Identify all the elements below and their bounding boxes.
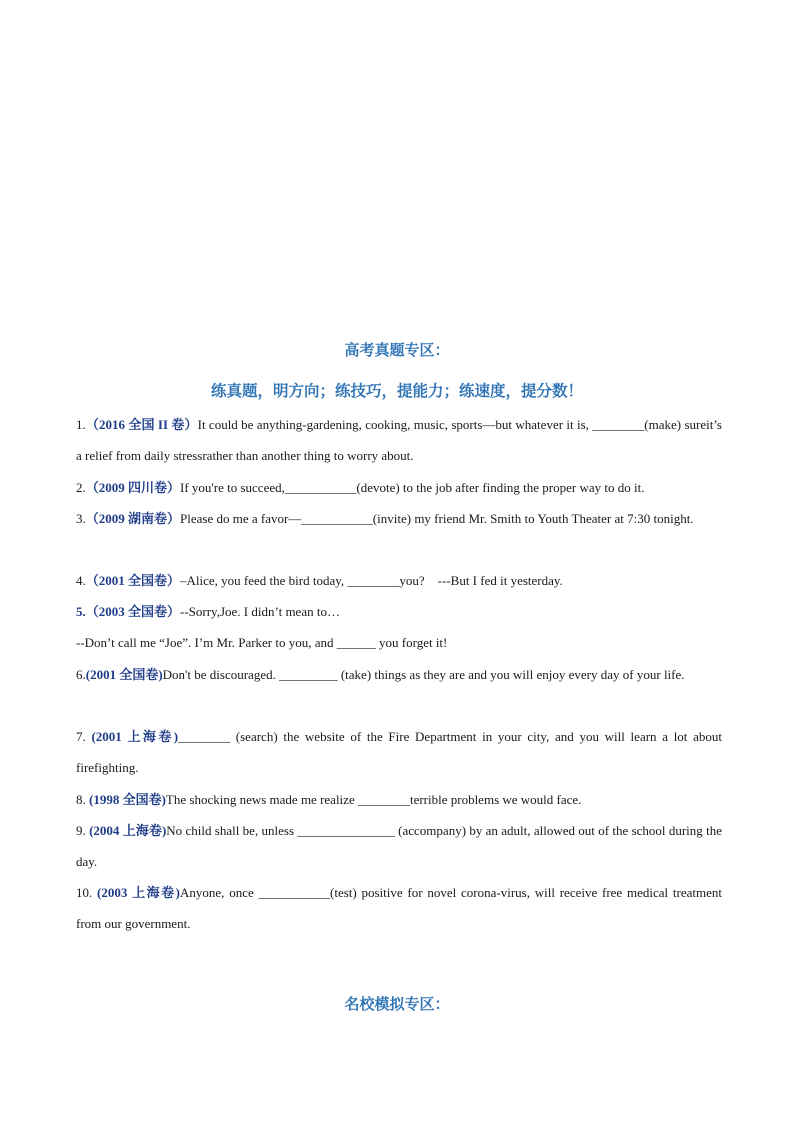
question-source: (2001 全国卷): [85, 667, 163, 682]
question-10: [76, 877, 722, 939]
question-number: 5.: [76, 604, 86, 619]
section-heading-real-exam: 高考真题专区：: [344, 341, 450, 359]
question-text: Anyone, once ___________(test) positive for novel corona-virus, will receive free medical treatment from our government.: [76, 885, 722, 931]
question-source: （2003 全国卷）: [85, 604, 181, 619]
question-text: Don't be discouraged. _________ (take) things as they are and you will enjoy every day of your life.: [162, 667, 685, 682]
question-6: [76, 659, 722, 690]
question-source: (2003 上海卷): [92, 885, 181, 900]
question-number: 10.: [76, 885, 93, 900]
question-text: --Sorry,Joe. I didn’t mean to…: [180, 604, 340, 619]
question-8: [76, 784, 722, 815]
question-3: [76, 503, 722, 534]
question-text: It could be anything-gardening, cooking, music, sports—but whatever it is, ________(make) sureit’s a relief from daily stressrather than another thing to worry about.: [76, 417, 722, 463]
question-source: （2001 全国卷）: [85, 573, 181, 588]
question-source: (2004 上海卷): [85, 823, 167, 838]
question-7: [76, 721, 722, 783]
section-heading-mock: 名校模拟专区：: [344, 995, 450, 1013]
question-source: (2001 上海卷): [85, 729, 179, 744]
question-4: [76, 565, 722, 596]
question-text: The shocking news made me realize ________terrible problems we would face.: [165, 792, 582, 807]
question-text: Please do me a favor—___________(invite) my friend Mr. Smith to Youth Theater at 7:30 tonight.: [180, 511, 694, 526]
question-number: 2.: [76, 480, 86, 495]
question-text: –Alice, you feed the bird today, ________you? ---But I fed it yesterday.: [180, 573, 563, 588]
question-9: [76, 815, 722, 877]
question-5: [76, 596, 722, 627]
question-2: [76, 472, 722, 503]
question-source: （2009 四川卷）: [85, 480, 181, 495]
question-text: ________ (search) the website of the Fire Department in your city, and you will learn a lot about firefighting.: [76, 729, 722, 775]
question-number: 1.: [76, 417, 86, 432]
question-text: No child shall be, unless _______________ (accompany) by an adult, allowed out of the school during the day.: [76, 823, 722, 869]
question-1: [76, 409, 722, 471]
question-number: 8.: [76, 792, 86, 807]
question-text: If you're to succeed,___________(devote) to the job after finding the proper way to do it.: [180, 480, 645, 495]
question-number: 4.: [76, 573, 86, 588]
question-number: 6.: [76, 667, 86, 682]
question-source: (1998 全国卷): [85, 792, 166, 807]
section-slogan: 练真题，明方向；练技巧，提能力；练速度，提分数！: [210, 382, 583, 400]
question-5-reply: [76, 627, 722, 658]
question-number: 3.: [76, 511, 86, 526]
question-source: （2016 全国 II 卷）: [85, 417, 198, 432]
question-number: 9.: [76, 823, 86, 838]
question-source: （2009 湖南卷）: [85, 511, 181, 526]
question-number: 7.: [76, 729, 86, 744]
question-text: --Don’t call me “Joe”. I’m Mr. Parker to you, and ______ you forget it!: [76, 635, 448, 650]
